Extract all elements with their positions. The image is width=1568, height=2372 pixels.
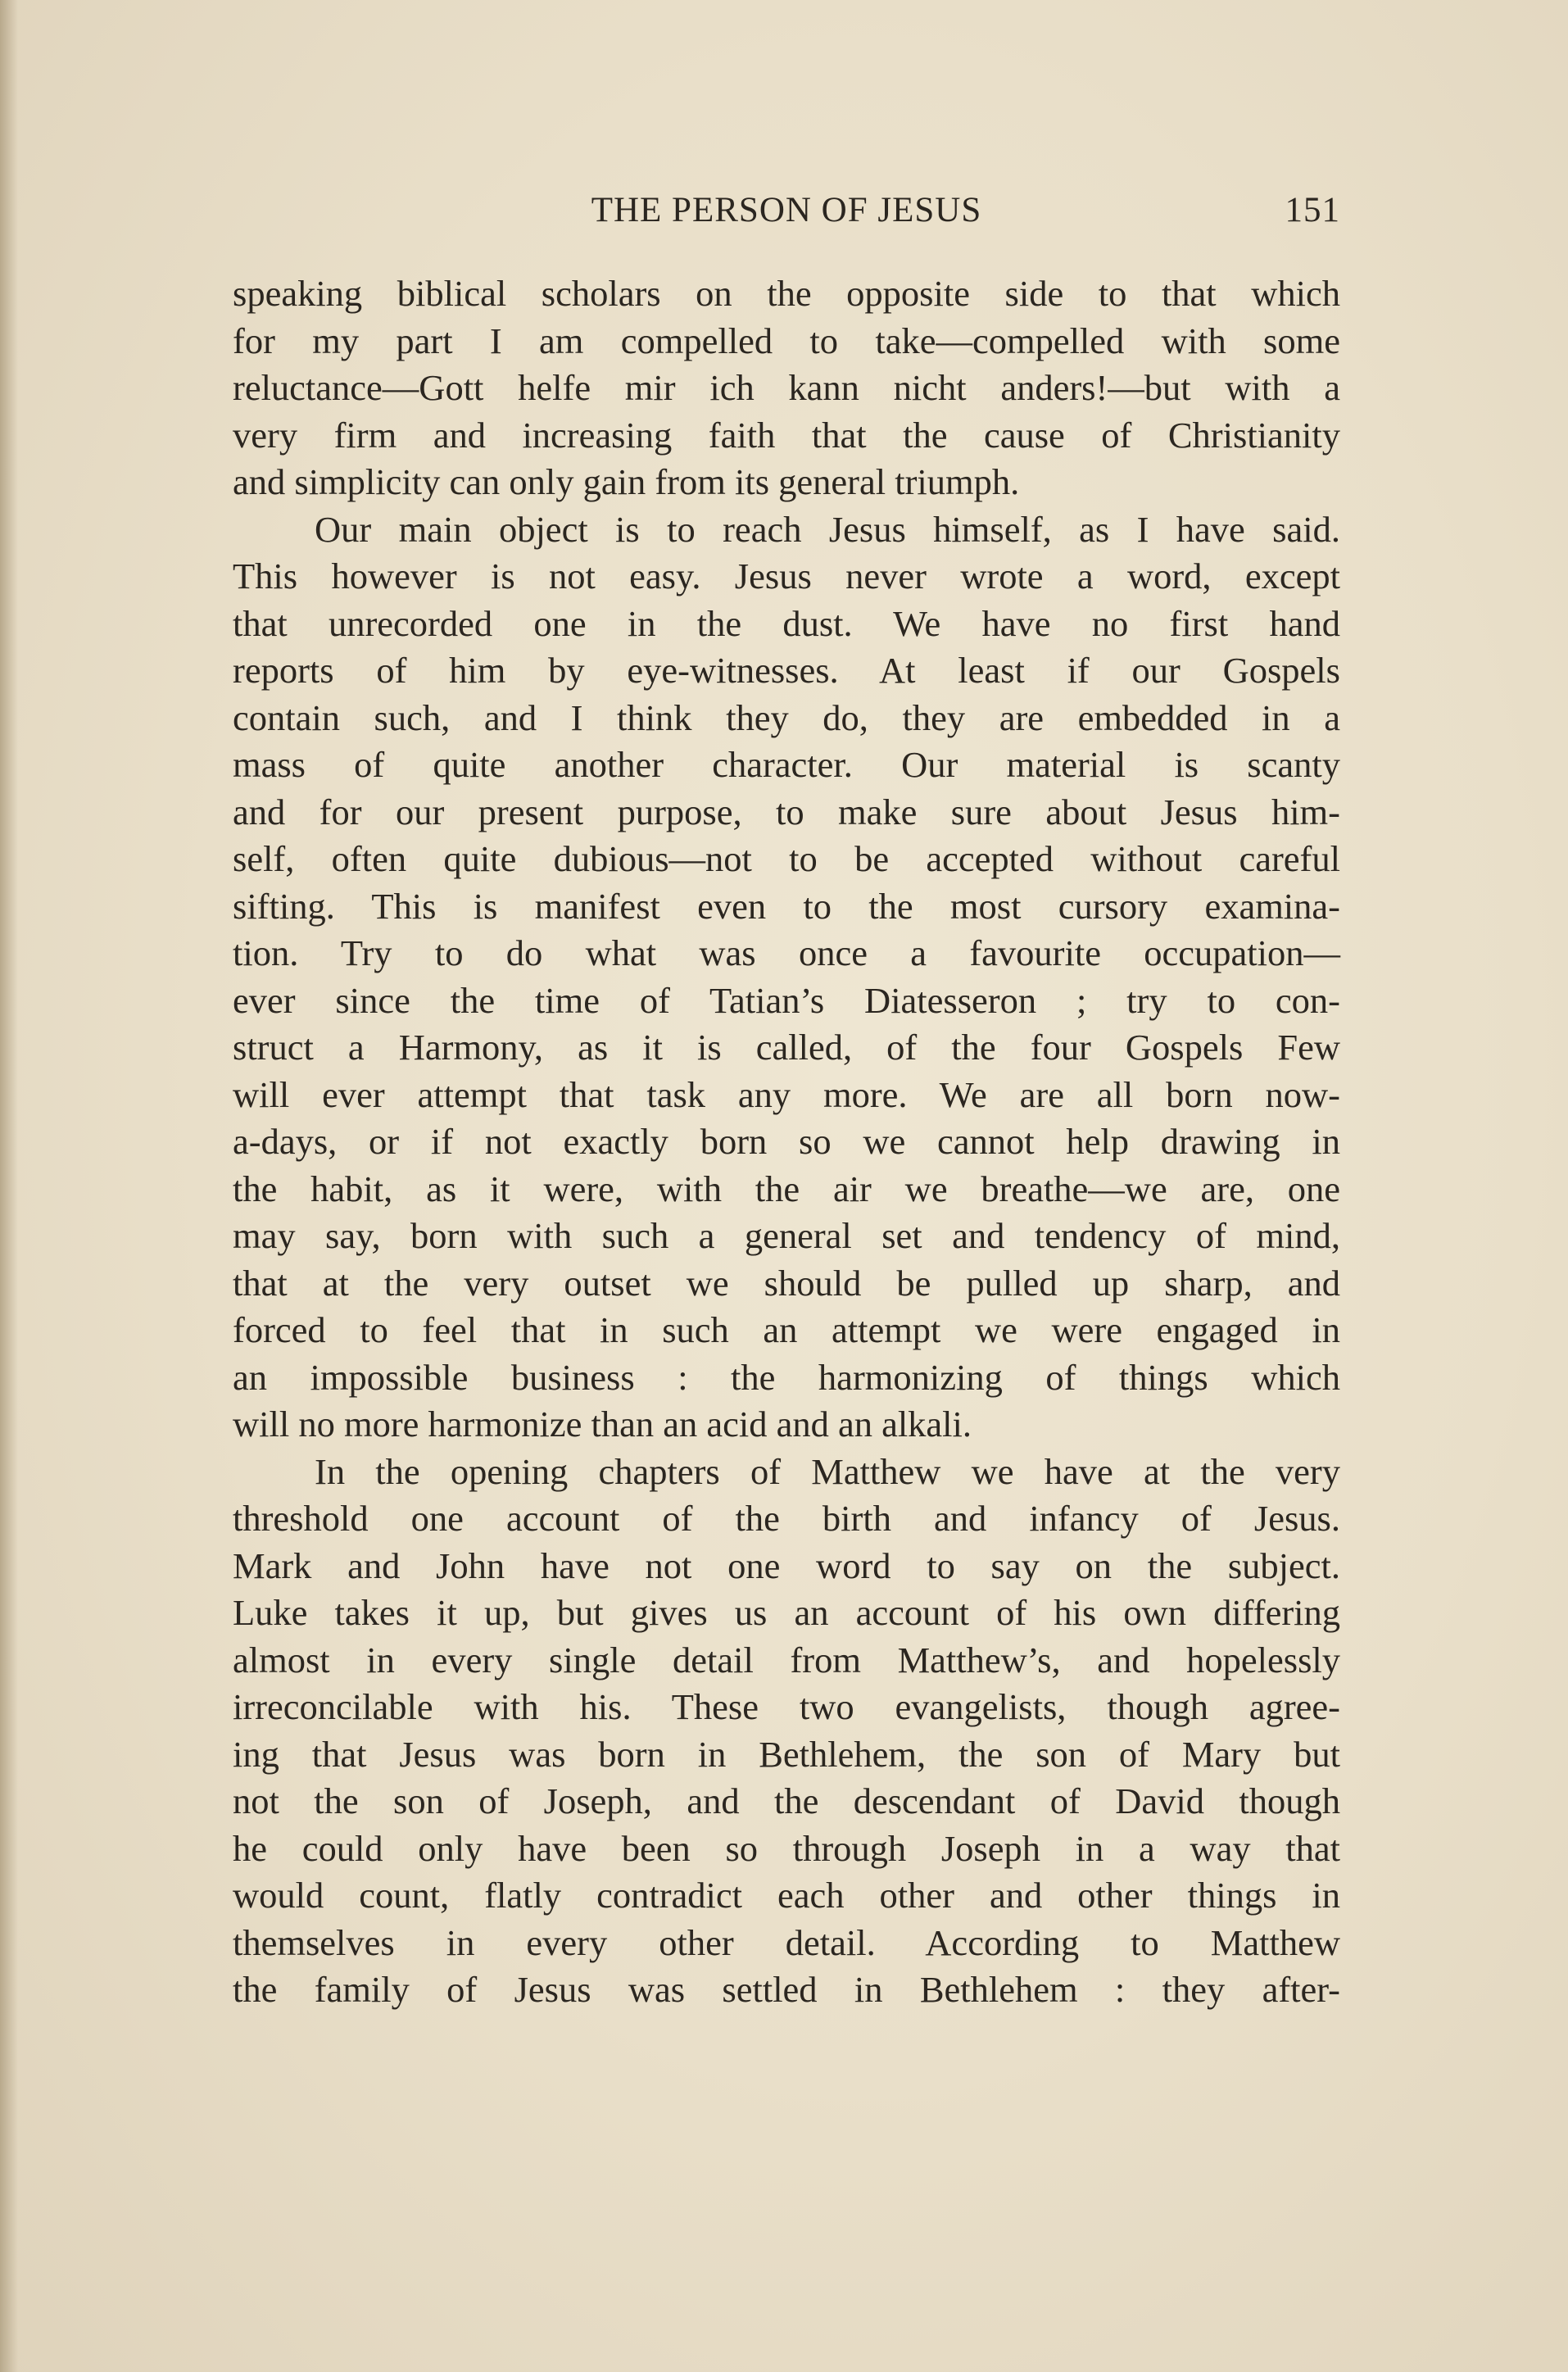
- text-line: Mark and John have not one word to say on the subject.: [233, 1544, 1340, 1586]
- text-line: reluctance—Gott helfe mir ich kann nicht anders!—but with a: [233, 367, 1340, 408]
- text-line: speaking biblical scholars on the opposite side to that which: [233, 273, 1340, 314]
- text-line: the family of Jesus was settled in Bethlehem : they after-: [233, 1969, 1340, 2010]
- text-line: tion. Try to do what was once a favourite occupation—: [233, 932, 1340, 973]
- text-line: reports of him by eye-witnesses. At least if our Gospels: [233, 650, 1340, 691]
- text-line: struct a Harmony, as it is called, of the four Gospels Few: [233, 1027, 1340, 1068]
- page-gutter-shadow: [0, 0, 18, 2372]
- text-line: and for our present purpose, to make sure about Jesus him-: [233, 791, 1340, 832]
- text-line: sifting. This is manifest even to the most cursory examina-: [233, 885, 1340, 927]
- text-line: ever since the time of Tatian’s Diatesseron ; try to con-: [233, 979, 1340, 1021]
- text-line: he could only have been so through Joseph in a way that: [233, 1827, 1340, 1869]
- text-line: threshold one account of the birth and infancy of Jesus.: [233, 1498, 1340, 1539]
- text-line: ing that Jesus was born in Bethlehem, the son of Mary but: [233, 1733, 1340, 1775]
- text-line: will ever attempt that task any more. We are all born now-: [233, 1073, 1340, 1115]
- text-line: will no more harmonize than an acid and an alkali.: [233, 1404, 972, 1445]
- page-number: 151: [1285, 191, 1340, 229]
- text-line: may say, born with such a general set and tendency of mind,: [233, 1215, 1340, 1256]
- text-line: themselves in every other detail. According to Matthew: [233, 1921, 1340, 1963]
- text-line: would count, flatly contradict each other and other things in: [233, 1875, 1340, 1916]
- text-line: almost in every single detail from Matthew’s, and hopelessly: [233, 1639, 1340, 1680]
- text-line: self, often quite dubious—not to be accepted without careful: [233, 838, 1340, 879]
- text-line: irreconcilable with his. These two evangelists, though agree-: [233, 1686, 1340, 1727]
- body-text: [233, 270, 1340, 2014]
- text-line: mass of quite another character. Our material is scanty: [233, 744, 1340, 785]
- text-line: and simplicity can only gain from its general triumph.: [233, 461, 1020, 502]
- text-line: very firm and increasing faith that the cause of Christianity: [233, 414, 1340, 456]
- text-line: In the opening chapters of Matthew we have at the very: [315, 1450, 1340, 1492]
- text-line: a-days, or if not exactly born so we cannot help drawing in: [233, 1121, 1340, 1162]
- running-title: THE PERSON OF JESUS: [591, 191, 982, 229]
- text-line: that at the very outset we should be pulled up sharp, and: [233, 1262, 1340, 1304]
- text-line: not the son of Joseph, and the descendant of David though: [233, 1780, 1340, 1821]
- text-line: Luke takes it up, but gives us an account of his own differing: [233, 1592, 1340, 1633]
- text-line: contain such, and I think they do, they are embedded in a: [233, 696, 1340, 738]
- text-line: Our main object is to reach Jesus himself, as I have said.: [315, 508, 1340, 550]
- text-line: for my part I am compelled to take—compelled with some: [233, 320, 1340, 361]
- text-line: an impossible business : the harmonizing of things which: [233, 1356, 1340, 1398]
- text-line: that unrecorded one in the dust. We have no first hand: [233, 602, 1340, 644]
- text-line: This however is not easy. Jesus never wrote a word, except: [233, 556, 1340, 596]
- text-line: the habit, as it were, with the air we breathe—we are, one: [233, 1168, 1340, 1209]
- running-head: [233, 184, 1340, 241]
- text-line: forced to feel that in such an attempt we were engaged in: [233, 1309, 1340, 1350]
